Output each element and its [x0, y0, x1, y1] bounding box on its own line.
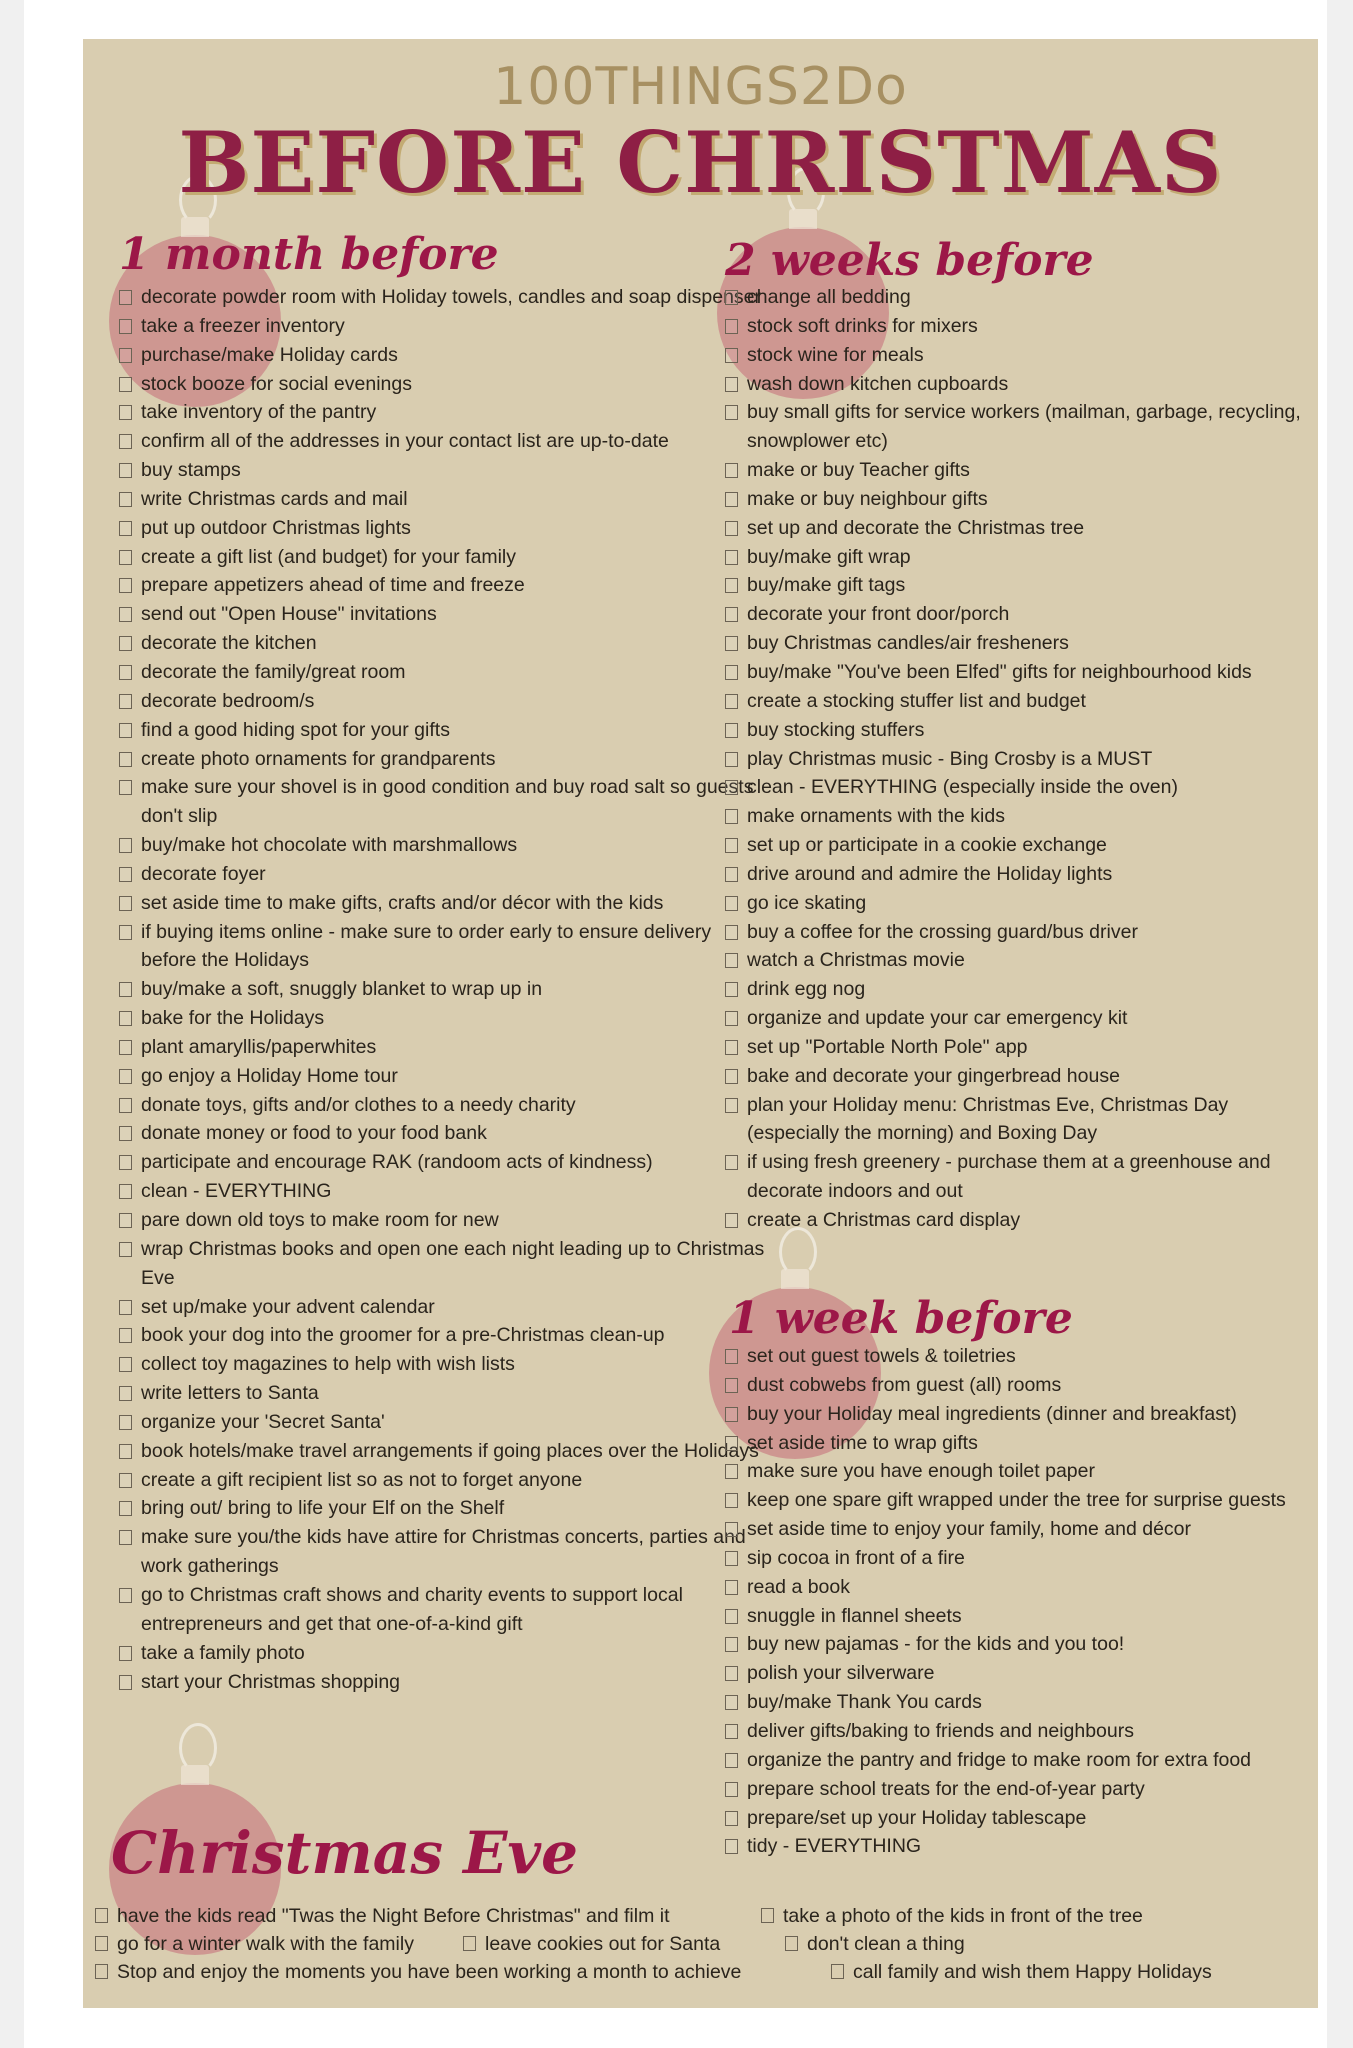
checklist-item[interactable]: set up and decorate the Christmas tree: [725, 514, 1305, 543]
checklist-item[interactable]: drink egg nog: [725, 975, 1305, 1004]
checklist-item[interactable]: clean - EVERYTHING (especially inside the oven): [725, 773, 1305, 802]
checklist-1-week: [725, 1342, 1305, 1861]
checklist-item[interactable]: set up or participate in a cookie exchange: [725, 831, 1305, 860]
checklist-item[interactable]: read a book: [725, 1573, 1305, 1602]
checklist-item[interactable]: donate money or food to your food bank: [119, 1119, 769, 1148]
checklist-item[interactable]: buy/make gift tags: [725, 571, 1305, 600]
checklist-item[interactable]: set aside time to make gifts, crafts and/or décor with the kids: [119, 889, 769, 918]
checklist-item[interactable]: take a photo of the kids in front of the tree: [761, 1905, 1143, 1928]
checklist-item[interactable]: create a stocking stuffer list and budget: [725, 687, 1305, 716]
checklist-item[interactable]: call family and wish them Happy Holidays: [831, 1961, 1212, 1984]
checklist-item[interactable]: plan your Holiday menu: Christmas Eve, Christmas Day (especially the morning) and Boxing Day: [725, 1091, 1305, 1149]
checklist-item[interactable]: make sure you/the kids have attire for Christmas concerts, parties and work gatherings: [119, 1523, 769, 1581]
checklist-item[interactable]: go enjoy a Holiday Home tour: [119, 1062, 769, 1091]
checklist-item[interactable]: buy Christmas candles/air fresheners: [725, 629, 1305, 658]
checklist-item[interactable]: take a family photo: [119, 1639, 769, 1668]
checklist-item[interactable]: snuggle in flannel sheets: [725, 1602, 1305, 1631]
checklist-item[interactable]: set up/make your advent calendar: [119, 1293, 769, 1322]
checklist-item[interactable]: set up "Portable North Pole" app: [725, 1033, 1305, 1062]
checklist-item[interactable]: prepare appetizers ahead of time and freeze: [119, 571, 769, 600]
checklist-item[interactable]: send out "Open House" invitations: [119, 600, 769, 629]
checklist-item[interactable]: make ornaments with the kids: [725, 802, 1305, 831]
checklist-item[interactable]: organize and update your car emergency kit: [725, 1004, 1305, 1033]
section-title-1-month: 1 month before: [119, 229, 499, 280]
section-title-1-week: 1 week before: [729, 1293, 1073, 1344]
checklist-item[interactable]: organize the pantry and fridge to make room for extra food: [725, 1746, 1305, 1775]
checklist-item[interactable]: participate and encourage RAK (randoom acts of kindness): [119, 1148, 769, 1177]
checklist-item[interactable]: decorate foyer: [119, 860, 769, 889]
checklist-item[interactable]: purchase/make Holiday cards: [119, 341, 769, 370]
checklist-item[interactable]: if buying items online - make sure to order early to ensure delivery before the Holidays: [119, 918, 769, 976]
checklist-item[interactable]: play Christmas music - Bing Crosby is a MUST: [725, 745, 1305, 774]
checklist-item[interactable]: bring out/ bring to life your Elf on the Shelf: [119, 1494, 769, 1523]
checklist-item[interactable]: stock wine for meals: [725, 341, 1305, 370]
checklist-item[interactable]: create a gift list (and budget) for your family: [119, 543, 769, 572]
checklist-item[interactable]: drive around and admire the Holiday lights: [725, 860, 1305, 889]
checklist-2-weeks: [725, 283, 1305, 1235]
checklist-item[interactable]: buy/make hot chocolate with marshmallows: [119, 831, 769, 860]
checklist-item[interactable]: watch a Christmas movie: [725, 946, 1305, 975]
checklist-item[interactable]: wrap Christmas books and open one each night leading up to Christmas Eve: [119, 1235, 769, 1293]
checklist-item[interactable]: buy/make a soft, snuggly blanket to wrap up in: [119, 975, 769, 1004]
checklist-item[interactable]: go to Christmas craft shows and charity events to support local entrepreneurs and get that one-of-a-kind gift: [119, 1581, 769, 1639]
checklist-item[interactable]: deliver gifts/baking to friends and neighbours: [725, 1717, 1305, 1746]
checklist-item[interactable]: if using fresh greenery - purchase them at a greenhouse and decorate indoors and out: [725, 1148, 1305, 1206]
checklist-item[interactable]: stock soft drinks for mixers: [725, 312, 1305, 341]
checklist-item[interactable]: buy/make Thank You cards: [725, 1688, 1305, 1717]
checklist-item[interactable]: start your Christmas shopping: [119, 1668, 769, 1697]
checklist-item[interactable]: buy/make gift wrap: [725, 543, 1305, 572]
checklist-item[interactable]: sip cocoa in front of a fire: [725, 1544, 1305, 1573]
checklist-item[interactable]: set aside time to wrap gifts: [725, 1429, 1305, 1458]
checklist-item[interactable]: change all bedding: [725, 283, 1305, 312]
checklist-item[interactable]: decorate your front door/porch: [725, 600, 1305, 629]
page-sheet: [24, 0, 1327, 2048]
checklist-item[interactable]: create a gift recipient list so as not to forget anyone: [119, 1466, 769, 1495]
checklist-item[interactable]: decorate bedroom/s: [119, 687, 769, 716]
checklist-item[interactable]: set aside time to enjoy your family, home and décor: [725, 1515, 1305, 1544]
checklist-item[interactable]: wash down kitchen cupboards: [725, 370, 1305, 399]
checklist-item[interactable]: buy a coffee for the crossing guard/bus driver: [725, 918, 1305, 947]
checklist-item[interactable]: make sure you have enough toilet paper: [725, 1457, 1305, 1486]
checklist-item[interactable]: buy your Holiday meal ingredients (dinner and breakfast): [725, 1400, 1305, 1429]
checklist-item[interactable]: Stop and enjoy the moments you have been working a month to achieve: [95, 1961, 741, 1984]
checklist-item[interactable]: find a good hiding spot for your gifts: [119, 716, 769, 745]
checklist-item[interactable]: take inventory of the pantry: [119, 398, 769, 427]
checklist-item[interactable]: dust cobwebs from guest (all) rooms: [725, 1371, 1305, 1400]
checklist-item[interactable]: polish your silverware: [725, 1659, 1305, 1688]
checklist-item[interactable]: write Christmas cards and mail: [119, 485, 769, 514]
checklist-item[interactable]: prepare/set up your Holiday tablescape: [725, 1804, 1305, 1833]
checklist-item[interactable]: stock booze for social evenings: [119, 370, 769, 399]
checklist-item[interactable]: make or buy Teacher gifts: [725, 456, 1305, 485]
checklist-item[interactable]: make or buy neighbour gifts: [725, 485, 1305, 514]
page-subtitle: 100THINGS2Do: [493, 57, 908, 117]
checklist-item[interactable]: go for a winter walk with the family: [95, 1933, 414, 1956]
checklist-item[interactable]: tidy - EVERYTHING: [725, 1832, 1305, 1861]
checklist-item[interactable]: buy stocking stuffers: [725, 716, 1305, 745]
checklist-item[interactable]: buy/make "You've been Elfed" gifts for neighbourhood kids: [725, 658, 1305, 687]
checklist-item[interactable]: bake for the Holidays: [119, 1004, 769, 1033]
checklist-item[interactable]: decorate the family/great room: [119, 658, 769, 687]
checklist-item[interactable]: decorate the kitchen: [119, 629, 769, 658]
checklist-item[interactable]: put up outdoor Christmas lights: [119, 514, 769, 543]
checklist-item[interactable]: create photo ornaments for grandparents: [119, 745, 769, 774]
checklist-item[interactable]: organize your 'Secret Santa': [119, 1408, 769, 1437]
checklist-item[interactable]: buy small gifts for service workers (mailman, garbage, recycling, snowplower etc): [725, 398, 1305, 456]
checklist-item[interactable]: buy new pajamas - for the kids and you too!: [725, 1630, 1305, 1659]
checklist-item[interactable]: confirm all of the addresses in your contact list are up-to-date: [119, 427, 769, 456]
checklist-item[interactable]: pare down old toys to make room for new: [119, 1206, 769, 1235]
checklist-item[interactable]: set out guest towels & toiletries: [725, 1342, 1305, 1371]
checklist-item[interactable]: go ice skating: [725, 889, 1305, 918]
checklist-item[interactable]: prepare school treats for the end-of-year party: [725, 1775, 1305, 1804]
checklist-item[interactable]: buy stamps: [119, 456, 769, 485]
checklist-item[interactable]: clean - EVERYTHING: [119, 1177, 769, 1206]
checklist-item[interactable]: keep one spare gift wrapped under the tree for surprise guests: [725, 1486, 1305, 1515]
checklist-item[interactable]: leave cookies out for Santa: [463, 1933, 720, 1956]
checklist-item[interactable]: have the kids read "Twas the Night Before Christmas" and film it: [95, 1905, 670, 1928]
checklist-item[interactable]: decorate powder room with Holiday towels, candles and soap dispenser: [119, 283, 769, 312]
checklist-1-month: [119, 283, 769, 1696]
checklist-item[interactable]: book your dog into the groomer for a pre-Christmas clean-up: [119, 1321, 769, 1350]
checklist-poster: [83, 39, 1318, 2008]
checklist-item[interactable]: bake and decorate your gingerbread house: [725, 1062, 1305, 1091]
checklist-item[interactable]: make sure your shovel is in good condition and buy road salt so guests don't slip: [119, 773, 769, 831]
checklist-item[interactable]: write letters to Santa: [119, 1379, 769, 1408]
page-title: BEFORE CHRISTMAS: [178, 113, 1223, 212]
section-title-2-weeks: 2 weeks before: [725, 235, 1094, 286]
checklist-item[interactable]: book hotels/make travel arrangements if going places over the Holidays: [119, 1437, 769, 1466]
checklist-item[interactable]: don't clean a thing: [785, 1933, 965, 1956]
checklist-item[interactable]: take a freezer inventory: [119, 312, 769, 341]
checklist-item[interactable]: plant amaryllis/paperwhites: [119, 1033, 769, 1062]
section-title-christmas-eve: Christmas Eve: [111, 1819, 578, 1887]
checklist-item[interactable]: donate toys, gifts and/or clothes to a needy charity: [119, 1091, 769, 1120]
checklist-item[interactable]: collect toy magazines to help with wish lists: [119, 1350, 769, 1379]
checklist-item[interactable]: create a Christmas card display: [725, 1206, 1305, 1235]
